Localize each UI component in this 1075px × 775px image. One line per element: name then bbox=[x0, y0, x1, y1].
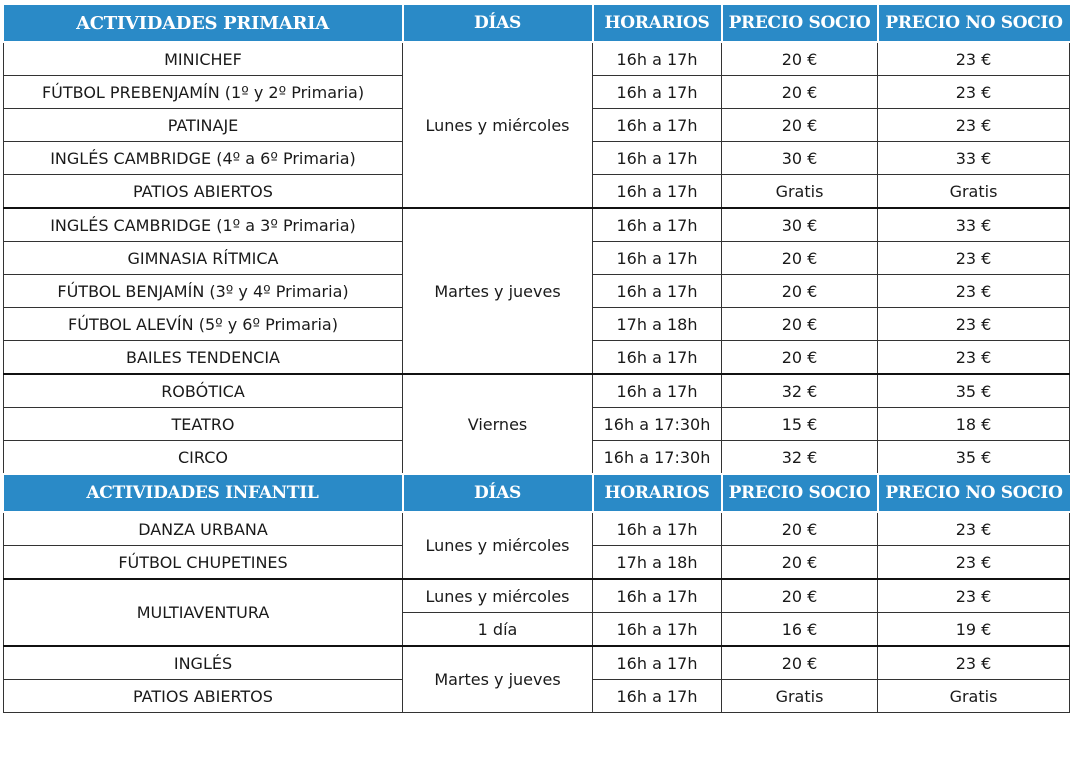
price-member-cell: Gratis bbox=[722, 680, 878, 713]
activity-name: PATINAJE bbox=[4, 109, 403, 142]
schedule-cell: 16h a 17h bbox=[593, 275, 722, 308]
activities-table bbox=[3, 3, 1070, 713]
header-schedule: HORARIOS bbox=[593, 4, 722, 42]
table-row bbox=[4, 42, 1070, 76]
price-member-cell: 20 € bbox=[722, 579, 878, 613]
schedule-cell: 17h a 18h bbox=[593, 308, 722, 341]
price-non-member-cell: 18 € bbox=[878, 408, 1070, 441]
schedule-cell: 16h a 17h bbox=[593, 109, 722, 142]
price-member-cell: 20 € bbox=[722, 546, 878, 580]
price-member-cell: 30 € bbox=[722, 142, 878, 175]
schedule-cell: 16h a 17h bbox=[593, 42, 722, 76]
schedule-cell: 16h a 17:30h bbox=[593, 441, 722, 475]
header-activities-primaria: ACTIVIDADES PRIMARIA bbox=[4, 4, 403, 42]
infantil-header-row bbox=[4, 474, 1070, 512]
activity-name: TEATRO bbox=[4, 408, 403, 441]
activity-name: PATIOS ABIERTOS bbox=[4, 680, 403, 713]
schedule-cell: 16h a 17h bbox=[593, 341, 722, 375]
price-non-member-cell: 23 € bbox=[878, 76, 1070, 109]
price-non-member-cell: 23 € bbox=[878, 512, 1070, 546]
price-member-cell: 20 € bbox=[722, 42, 878, 76]
activity-name: PATIOS ABIERTOS bbox=[4, 175, 403, 209]
activity-name: MULTIAVENTURA bbox=[4, 579, 403, 646]
price-non-member-cell: 33 € bbox=[878, 142, 1070, 175]
header-price-member: PRECIO SOCIO bbox=[722, 474, 878, 512]
header-activities-infantil: ACTIVIDADES INFANTIL bbox=[4, 474, 403, 512]
price-non-member-cell: 23 € bbox=[878, 308, 1070, 341]
schedule-cell: 16h a 17h bbox=[593, 613, 722, 647]
activity-name: FÚTBOL CHUPETINES bbox=[4, 546, 403, 580]
price-member-cell: 20 € bbox=[722, 512, 878, 546]
table-row bbox=[4, 512, 1070, 546]
price-member-cell: 20 € bbox=[722, 242, 878, 275]
activity-name: FÚTBOL ALEVÍN (5º y 6º Primaria) bbox=[4, 308, 403, 341]
price-non-member-cell: 23 € bbox=[878, 242, 1070, 275]
days-cell: Lunes y miércoles bbox=[403, 579, 593, 613]
table-row bbox=[4, 579, 1070, 613]
schedule-cell: 16h a 17h bbox=[593, 175, 722, 209]
activity-name: BAILES TENDENCIA bbox=[4, 341, 403, 375]
price-non-member-cell: 35 € bbox=[878, 441, 1070, 475]
days-cell: Lunes y miércoles bbox=[403, 512, 593, 579]
schedule-cell: 16h a 17h bbox=[593, 242, 722, 275]
table-row bbox=[4, 646, 1070, 680]
price-non-member-cell: Gratis bbox=[878, 680, 1070, 713]
schedule-cell: 16h a 17h bbox=[593, 76, 722, 109]
header-price-non-member: PRECIO NO SOCIO bbox=[878, 474, 1070, 512]
primaria-header-row bbox=[4, 4, 1070, 42]
header-days: DÍAS bbox=[403, 474, 593, 512]
price-non-member-cell: 23 € bbox=[878, 42, 1070, 76]
price-member-cell: 16 € bbox=[722, 613, 878, 647]
activity-name: GIMNASIA RÍTMICA bbox=[4, 242, 403, 275]
activity-name: FÚTBOL PREBENJAMÍN (1º y 2º Primaria) bbox=[4, 76, 403, 109]
days-cell: Martes y jueves bbox=[403, 208, 593, 374]
activities-table-container bbox=[3, 3, 1070, 713]
table-row bbox=[4, 208, 1070, 242]
price-member-cell: 20 € bbox=[722, 308, 878, 341]
price-non-member-cell: 23 € bbox=[878, 546, 1070, 580]
header-price-member: PRECIO SOCIO bbox=[722, 4, 878, 42]
days-cell: Viernes bbox=[403, 374, 593, 474]
price-non-member-cell: 19 € bbox=[878, 613, 1070, 647]
price-member-cell: Gratis bbox=[722, 175, 878, 209]
price-non-member-cell: Gratis bbox=[878, 175, 1070, 209]
activity-name: FÚTBOL BENJAMÍN (3º y 4º Primaria) bbox=[4, 275, 403, 308]
price-member-cell: 30 € bbox=[722, 208, 878, 242]
price-member-cell: 32 € bbox=[722, 441, 878, 475]
days-cell: 1 día bbox=[403, 613, 593, 647]
table-row bbox=[4, 374, 1070, 408]
activity-name: MINICHEF bbox=[4, 42, 403, 76]
price-non-member-cell: 23 € bbox=[878, 275, 1070, 308]
schedule-cell: 16h a 17h bbox=[593, 579, 722, 613]
schedule-cell: 16h a 17h bbox=[593, 208, 722, 242]
price-member-cell: 15 € bbox=[722, 408, 878, 441]
activity-name: CIRCO bbox=[4, 441, 403, 475]
schedule-cell: 16h a 17h bbox=[593, 646, 722, 680]
schedule-cell: 17h a 18h bbox=[593, 546, 722, 580]
schedule-cell: 16h a 17:30h bbox=[593, 408, 722, 441]
price-member-cell: 20 € bbox=[722, 275, 878, 308]
price-non-member-cell: 35 € bbox=[878, 374, 1070, 408]
days-cell: Martes y jueves bbox=[403, 646, 593, 713]
schedule-cell: 16h a 17h bbox=[593, 142, 722, 175]
price-member-cell: 20 € bbox=[722, 341, 878, 375]
price-member-cell: 32 € bbox=[722, 374, 878, 408]
price-member-cell: 20 € bbox=[722, 109, 878, 142]
header-schedule: HORARIOS bbox=[593, 474, 722, 512]
price-non-member-cell: 23 € bbox=[878, 579, 1070, 613]
activity-name: DANZA URBANA bbox=[4, 512, 403, 546]
header-days: DÍAS bbox=[403, 4, 593, 42]
price-non-member-cell: 33 € bbox=[878, 208, 1070, 242]
price-non-member-cell: 23 € bbox=[878, 646, 1070, 680]
schedule-cell: 16h a 17h bbox=[593, 512, 722, 546]
schedule-cell: 16h a 17h bbox=[593, 374, 722, 408]
header-price-non-member: PRECIO NO SOCIO bbox=[878, 4, 1070, 42]
activity-name: INGLÉS bbox=[4, 646, 403, 680]
activity-name: ROBÓTICA bbox=[4, 374, 403, 408]
price-member-cell: 20 € bbox=[722, 76, 878, 109]
activity-name: INGLÉS CAMBRIDGE (4º a 6º Primaria) bbox=[4, 142, 403, 175]
price-member-cell: 20 € bbox=[722, 646, 878, 680]
activity-name: INGLÉS CAMBRIDGE (1º a 3º Primaria) bbox=[4, 208, 403, 242]
days-cell: Lunes y miércoles bbox=[403, 42, 593, 208]
price-non-member-cell: 23 € bbox=[878, 341, 1070, 375]
price-non-member-cell: 23 € bbox=[878, 109, 1070, 142]
schedule-cell: 16h a 17h bbox=[593, 680, 722, 713]
